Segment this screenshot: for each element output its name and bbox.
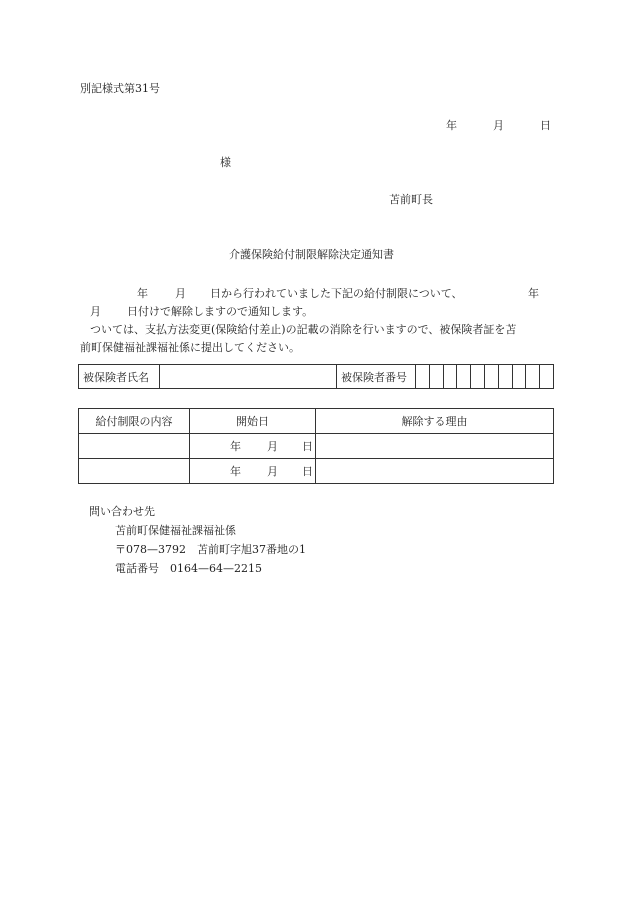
start-date-month-label: 月 xyxy=(267,440,278,453)
insured-number-digit-cell[interactable] xyxy=(484,365,498,389)
form-number: 別記様式第31号 xyxy=(80,82,160,95)
start-date-month-label: 月 xyxy=(267,465,278,478)
table-header-row xyxy=(79,409,554,434)
body-line-2: 日付けで解除しますので通知します。 xyxy=(127,305,314,318)
start-date-cell[interactable] xyxy=(190,434,316,459)
table-row xyxy=(79,459,554,484)
release-reason-cell[interactable] xyxy=(316,434,554,459)
insured-number-digit-cell[interactable] xyxy=(540,365,554,389)
insured-number-digit-cell[interactable] xyxy=(457,365,471,389)
body-year-2: 年 xyxy=(528,287,539,300)
insured-number-digit-cell[interactable] xyxy=(443,365,457,389)
header-release-reason: 解除する理由 xyxy=(316,409,554,434)
release-reason-cell[interactable] xyxy=(316,459,554,484)
header-start-date: 開始日 xyxy=(190,409,316,434)
body-month-2: 月 xyxy=(90,305,101,318)
contact-department: 苫前町保健福祉課福祉係 xyxy=(115,524,236,537)
body-month-1: 月 xyxy=(175,287,186,300)
insured-name-label: 被保険者氏名 xyxy=(79,365,160,389)
table-row xyxy=(79,434,554,459)
insured-number-digit-cell[interactable] xyxy=(416,365,430,389)
insured-name-field[interactable] xyxy=(160,365,337,389)
body-year-1: 年 xyxy=(137,287,148,300)
restriction-content-cell[interactable] xyxy=(79,459,190,484)
restriction-content-cell[interactable] xyxy=(79,434,190,459)
insured-number-digit-cell[interactable] xyxy=(512,365,526,389)
start-date-cell[interactable] xyxy=(190,459,316,484)
document-title: 介護保険給付制限解除決定通知書 xyxy=(229,248,394,261)
insured-number-digit-cell[interactable] xyxy=(471,365,485,389)
insured-number-digit-cell[interactable] xyxy=(429,365,443,389)
restriction-table xyxy=(78,408,554,484)
insured-number-digit-cell[interactable] xyxy=(498,365,512,389)
start-date-year-label: 年 xyxy=(230,465,241,478)
date-day-label: 日 xyxy=(540,119,551,132)
insured-table xyxy=(78,364,554,389)
contact-phone: 電話番号 0164—64—2215 xyxy=(115,562,262,575)
contact-heading: 問い合わせ先 xyxy=(89,505,155,518)
start-date-year-label: 年 xyxy=(230,440,241,453)
insured-number-digit-cell[interactable] xyxy=(526,365,540,389)
start-date-day-label: 日 xyxy=(302,465,313,478)
header-restriction-content: 給付制限の内容 xyxy=(79,409,190,434)
issuer-name: 苫前町長 xyxy=(389,193,433,206)
contact-address: 〒078—3792 苫前町字旭37番地の1 xyxy=(115,543,306,556)
insured-number-label: 被保険者番号 xyxy=(337,365,416,389)
body-line-3: ついては、支払方法変更(保険給付差止)の記載の消除を行いますので、被保険者証を苫 xyxy=(90,323,517,336)
date-month-label: 月 xyxy=(493,119,504,132)
date-year-label: 年 xyxy=(446,119,457,132)
body-line-4: 前町保健福祉課福祉係に提出してください。 xyxy=(80,341,300,354)
recipient-suffix: 様 xyxy=(220,156,231,169)
start-date-day-label: 日 xyxy=(302,440,313,453)
body-line-1: 日から行われていました下記の給付制限について、 xyxy=(210,287,463,300)
